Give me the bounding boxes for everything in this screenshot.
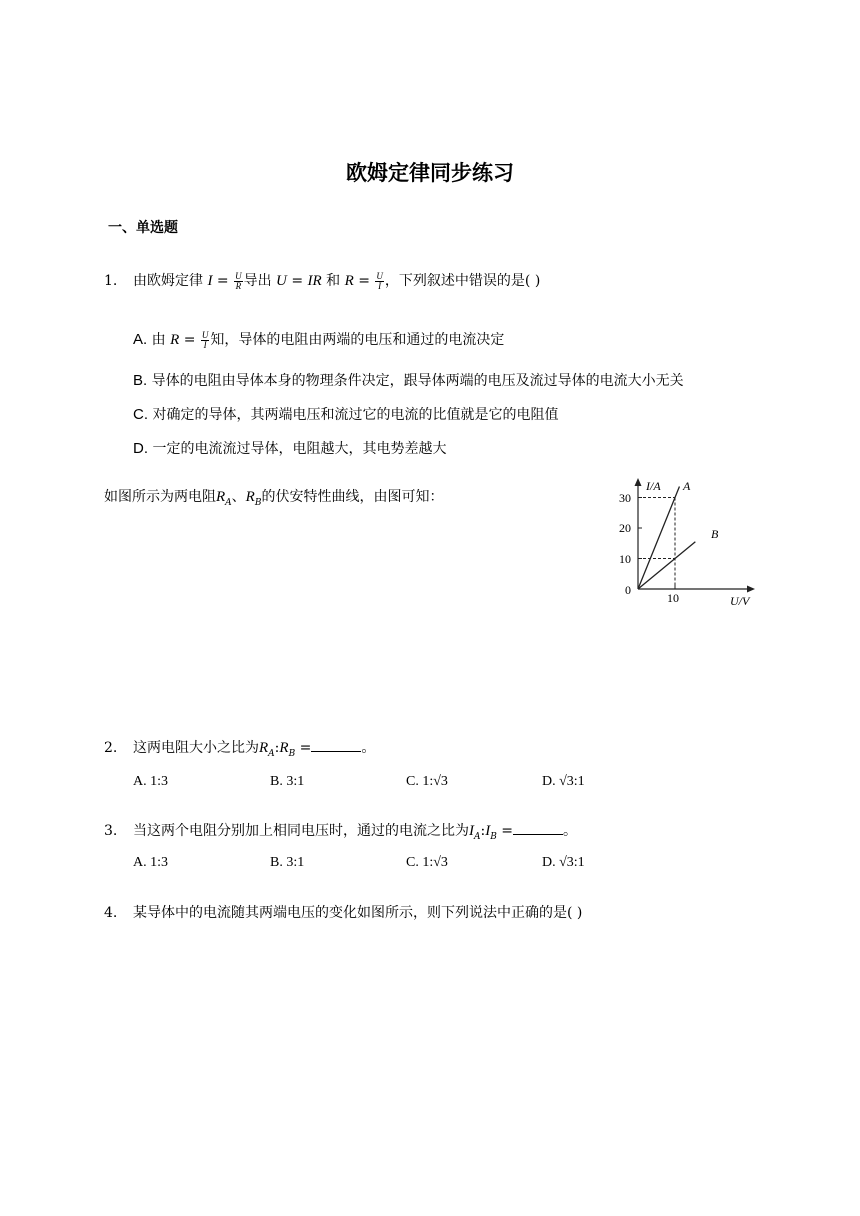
q3-choice-d[interactable]: D. √3:1 — [542, 855, 585, 870]
section-heading: 一、单选题 — [108, 220, 178, 236]
option-text: 对确定的导体，其两端电压和流过它的电流的比值就是它的电阻值 — [152, 407, 559, 423]
y-tick-label-10: 10 — [619, 552, 631, 566]
y-axis-label: I/A — [646, 479, 661, 493]
formula-r-equals-u-over-i: R = $\frac{U}{I}$ — [170, 329, 209, 350]
x-axis-arrow — [747, 586, 755, 593]
q1-stem-mid1: 导出 — [243, 273, 272, 289]
series-line-a — [638, 487, 679, 589]
intro-post: 的伏安特性曲线，由图可知： — [261, 489, 444, 505]
line-a-label: A — [683, 479, 691, 493]
option-text: 导体的电阻由导体本身的物理条件决定，跟导体两端的电压及流过导体的电流大小无关 — [151, 373, 684, 389]
question-1-stem — [133, 270, 540, 291]
question-4-stem: 某导体中的电流随其两端电压的变化如图所示，则下列说法中正确的是( ) — [133, 905, 583, 921]
q1-option-d[interactable] — [133, 438, 446, 458]
formula-i-equals-u-over-r: I = $\frac{U}{R}$ — [207, 270, 242, 291]
q1-option-a[interactable] — [133, 329, 504, 350]
q1-stem-post: ，下列叙述中错误的是( ) — [384, 273, 541, 289]
option-letter: D. — [133, 440, 148, 457]
option-text: 知，导体的电阻由两端的电压和通过的电流决定 — [210, 332, 505, 348]
q2-choice-b[interactable]: B. 3:1 — [270, 774, 305, 789]
question-3-number: 3. — [104, 823, 118, 839]
figure-intro: 如图所示为两电阻$R_A$、$R_B$的伏安特性曲线，由图可知： — [104, 489, 444, 508]
q2-choice-c[interactable]: C. 1:√3 — [406, 774, 448, 789]
q1-stem-pre: 由欧姆定律 — [133, 273, 203, 289]
q3-stem-post: 。 — [563, 823, 578, 839]
chart-axes — [635, 478, 756, 593]
x-tick-label-10: 10 — [667, 591, 679, 605]
question-2-stem: 这两电阻大小之比为$R_A:R_B$ = 。 — [133, 740, 376, 759]
q2-stem-post: 。 — [361, 740, 376, 756]
question-4-number: 4. — [104, 905, 118, 921]
series-line-b — [638, 542, 695, 589]
formula-r-equals-u-over-i: R = $\frac{U}{I}$ — [344, 270, 383, 291]
option-text: 一定的电流流过导体，电阻越大，其电势差越大 — [152, 441, 447, 457]
option-letter: B. — [133, 372, 148, 389]
q1-stem-mid2: 和 — [326, 273, 341, 289]
q3-choice-b[interactable]: B. 3:1 — [270, 855, 305, 870]
formula-u-equals-ir: U = IR — [276, 273, 322, 289]
question-3-stem: 当这两个电阻分别加上相同电压时，通过的电流之比为$I_A:I_B$ = 。 — [133, 823, 578, 842]
question-2-number: 2. — [104, 740, 118, 756]
q1-option-c[interactable] — [133, 404, 558, 424]
question-1-number: 1. — [104, 273, 118, 289]
q2-choice-a[interactable]: A. 1:3 — [133, 774, 168, 789]
chart-series — [638, 487, 695, 589]
y-tick-label-30: 30 — [619, 491, 631, 505]
line-b-label: B — [711, 527, 719, 541]
option-letter: C. — [133, 406, 148, 423]
q2-choice-d[interactable]: D. √3:1 — [542, 774, 585, 789]
origin-label: 0 — [625, 583, 631, 597]
q3-choice-c[interactable]: C. 1:√3 — [406, 855, 448, 870]
x-axis-label: U/V — [730, 594, 750, 608]
y-axis-arrow — [635, 478, 642, 486]
q2-stem-pre: 这两电阻大小之比为 — [133, 740, 259, 756]
option-letter: A. — [133, 331, 148, 348]
intro-pre: 如图所示为两电阻 — [104, 489, 216, 505]
answer-blank[interactable] — [311, 739, 361, 752]
q3-choice-a[interactable]: A. 1:3 — [133, 855, 168, 870]
q3-stem-pre: 当这两个电阻分别加上相同电压时，通过的电流之比为 — [133, 823, 469, 839]
iv-characteristic-chart — [610, 474, 770, 614]
page-title: 欧姆定律同步练习 — [346, 160, 514, 185]
y-tick-label-20: 20 — [619, 521, 631, 535]
q1-option-b[interactable] — [133, 370, 684, 390]
intro-sep: 、 — [231, 489, 246, 505]
answer-blank[interactable] — [513, 822, 563, 835]
option-text-pre: 由 — [151, 332, 166, 348]
